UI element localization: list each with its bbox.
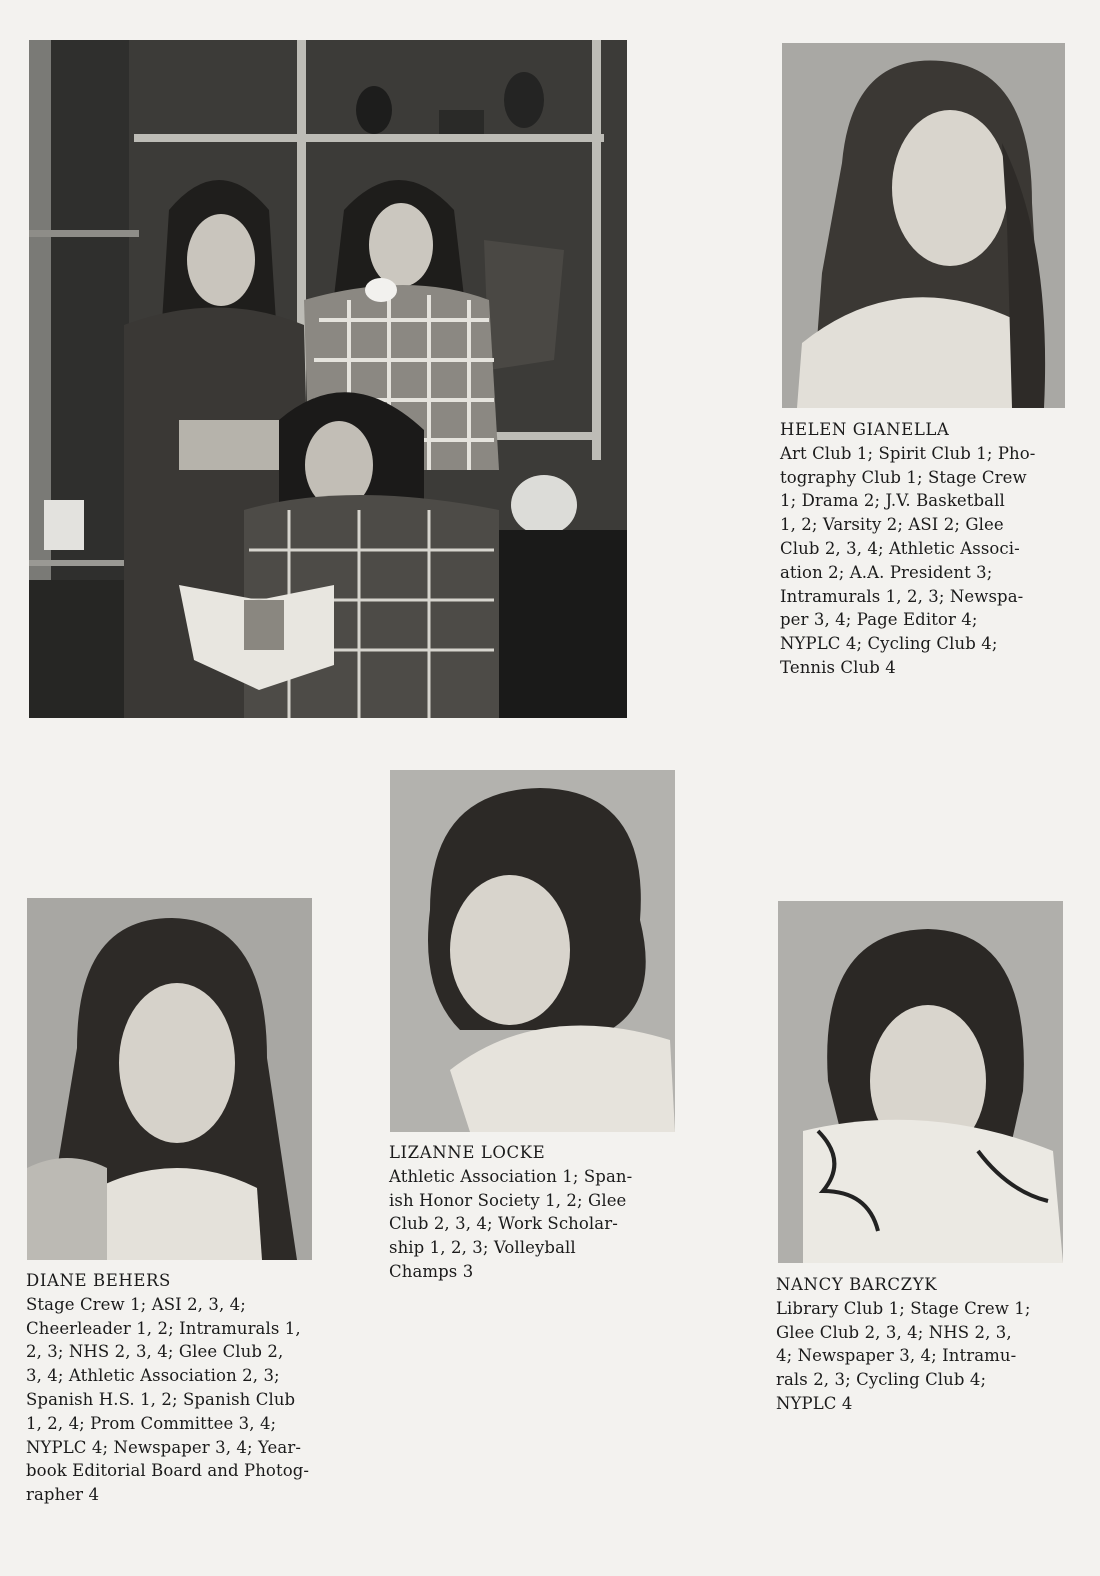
activity-line: 1; Drama 2; J.V. Basketball	[780, 491, 1005, 511]
activity-line: Glee Club 2, 3, 4; NHS 2, 3,	[776, 1322, 1012, 1342]
activity-line: 1, 2, 4; Prom Committee 3, 4;	[26, 1413, 277, 1433]
activity-line: NYPLC 4; Cycling Club 4;	[780, 634, 998, 654]
activity-line: Club 2, 3, 4; Athletic Associ-	[780, 538, 1020, 558]
caption-helen-gianella	[780, 418, 1035, 680]
student-name: HELEN GIANELLA	[780, 420, 950, 439]
caption-nancy-barczyk	[776, 1273, 1031, 1416]
activity-line: Tennis Club 4	[780, 657, 896, 677]
activity-line: 4; Newspaper 3, 4; Intramu-	[776, 1346, 1017, 1366]
nancy-barczyk-portrait	[778, 901, 1063, 1263]
activity-line: Club 2, 3, 4; Work Scholar-	[389, 1214, 618, 1234]
activity-line: 3, 4; Athletic Association 2, 3;	[26, 1366, 280, 1386]
portrait-image-icon	[778, 901, 1063, 1263]
caption-diane-behers	[26, 1269, 309, 1507]
activity-line: 2, 3; NHS 2, 3, 4; Glee Club 2,	[26, 1342, 284, 1362]
activity-line: Champs 3	[389, 1261, 474, 1281]
activity-line: ation 2; A.A. President 3;	[780, 562, 993, 582]
activity-line: Library Club 1; Stage Crew 1;	[776, 1298, 1031, 1318]
diane-behers-portrait	[27, 898, 312, 1260]
activity-line: NYPLC 4; Newspaper 3, 4; Year-	[26, 1437, 302, 1457]
student-name: NANCY BARCZYK	[776, 1275, 938, 1294]
activity-line: Spanish H.S. 1, 2; Spanish Club	[26, 1389, 296, 1409]
activity-line: 1, 2; Varsity 2; ASI 2; Glee	[780, 515, 1004, 535]
group-photo	[29, 40, 627, 718]
activity-line: book Editorial Board and Photog-	[26, 1461, 310, 1481]
activity-line: tography Club 1; Stage Crew	[780, 467, 1027, 487]
activity-line: Intramurals 1, 2, 3; Newspa-	[780, 586, 1024, 606]
activity-line: NYPLC 4	[776, 1393, 853, 1413]
portrait-image-icon	[390, 770, 675, 1132]
activity-line: per 3, 4; Page Editor 4;	[780, 610, 978, 630]
portrait-image-icon	[27, 898, 312, 1260]
activity-line: rapher 4	[26, 1485, 100, 1505]
activity-line: Athletic Association 1; Span-	[389, 1166, 633, 1186]
activity-line: Cheerleader 1, 2; Intramurals 1,	[26, 1318, 301, 1338]
student-name: LIZANNE LOCKE	[389, 1143, 546, 1162]
group-photo-image-icon	[29, 40, 627, 718]
caption-lizanne-locke	[389, 1141, 632, 1284]
student-name: DIANE BEHERS	[26, 1271, 171, 1290]
helen-gianella-portrait	[782, 43, 1065, 408]
activity-line: ship 1, 2, 3; Volleyball	[389, 1238, 576, 1258]
lizanne-locke-portrait	[390, 770, 675, 1132]
activity-line: ish Honor Society 1, 2; Glee	[389, 1190, 627, 1210]
activity-line: Stage Crew 1; ASI 2, 3, 4;	[26, 1294, 246, 1314]
activity-line: rals 2, 3; Cycling Club 4;	[776, 1370, 987, 1390]
portrait-image-icon	[782, 43, 1065, 408]
activity-line: Art Club 1; Spirit Club 1; Pho-	[780, 443, 1036, 463]
